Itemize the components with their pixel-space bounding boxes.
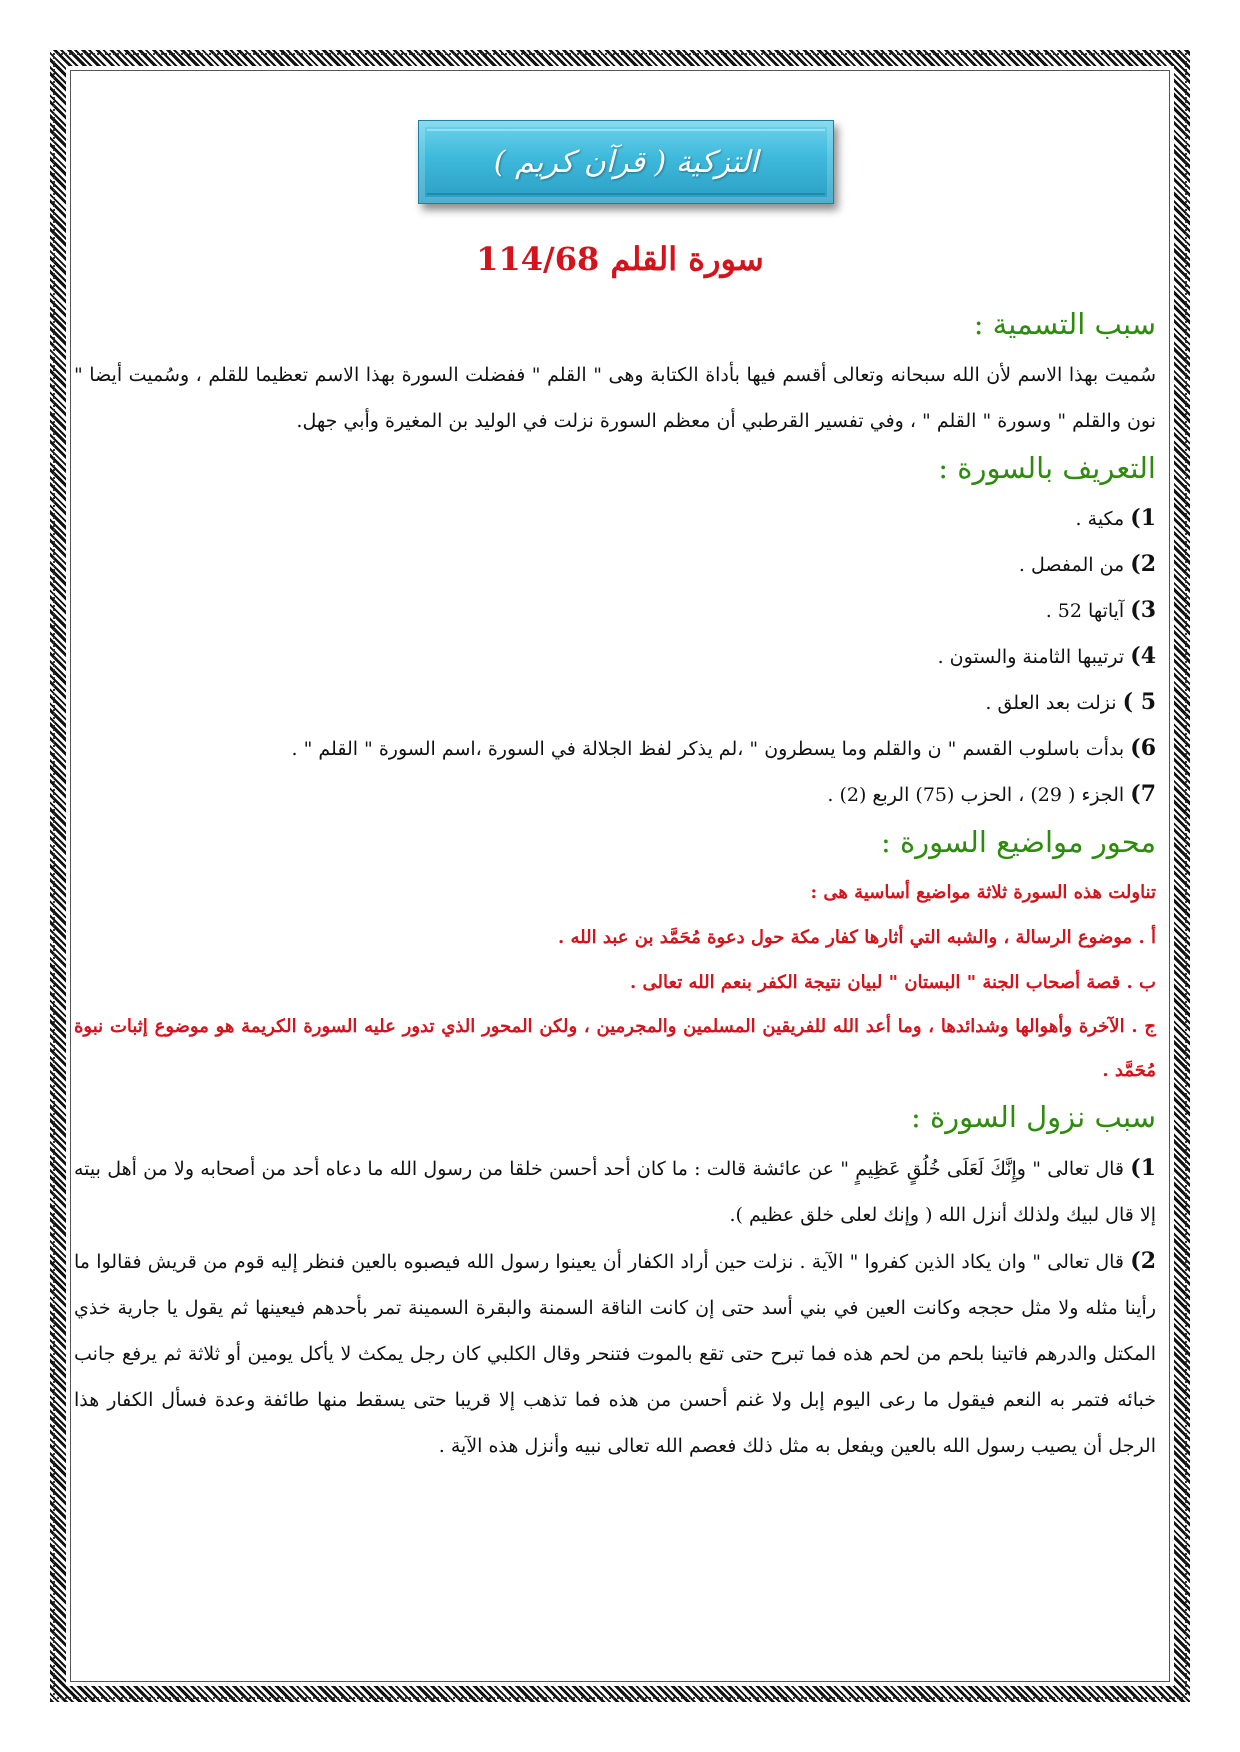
topics-heading: محور مواضيع السورة : xyxy=(881,825,1156,859)
item-number: 1) xyxy=(1130,1155,1157,1181)
item-text: قال تعالى " وان يكاد الذين كفروا " الآية . نزلت حين أراد الكفار أن يعينوا رسول الله فيصبوه بالعين فنظر إليه قوم من قريش فقالوا ما رأينا مثله ولا مثل حججه وكانت العين في بني أسد حتى إن كانت الناقة السمنة والبقرة السمينة تمر بأحدهم فيعينها ثم يقول يا جارية خذي المكتل والدرهم فاتينا بلحم من لحم هذه فما تبرح حتى تقع بالموت فتنحر وقال الكلبي كان رجل يمكث لا يأكل يومين أو ثلاثة ثم يرفع جانب خبائه فتمر به النعم فيقول ما رعى اليوم إبل ولا غنم أحسن من هذه فما تذهب إلا قريبا حتى يسقط منها طائفة وعدة فسأل الكفار هذا الرجل أن يصيب رسول الله بالعين ويفعل به مثل ذلك فعصم الله تعالى نبيه وأنزل هذه الآية . xyxy=(74,1251,1156,1457)
topics-intro: تناولت هذه السورة ثلاثة مواضيع أساسية هى : xyxy=(810,882,1156,903)
item-text: الجزء ( 29) ، الحزب (75) الربع (2) . xyxy=(827,784,1125,806)
item-number: 7) xyxy=(1130,781,1156,807)
naming-paragraph: سُميت بهذا الاسم لأن الله سبحانه وتعالى أقسم فيها بأداة الكتابة وهى " القلم " ففضلت السورة بهذا الاسم تعظيما للقلم ، وسُميت أيضا " نون والقلم " وسورة " القلم " ، وفي تفسير القرطبي أن معظم السورة نزلت في الوليد بن المغيرة وأبي جهل. xyxy=(74,364,1156,432)
revelation-item xyxy=(74,1145,1156,1238)
definition-item xyxy=(74,588,1156,634)
topic-item: ب . قصة أصحاب الجنة " البستان " لبيان نتيجة الكفر بنعم الله تعالى . xyxy=(630,972,1156,993)
surah-title: سورة القلم 114/68 xyxy=(476,240,764,278)
topic-item: أ . موضوع الرسالة ، والشبه التي أثارها كفار مكة حول دعوة مُحَمَّد بن عبد الله . xyxy=(557,927,1156,948)
item-text: آياتها 52 . xyxy=(1045,600,1125,622)
document-body xyxy=(74,240,1166,1469)
revelation-item xyxy=(74,1238,1156,1469)
definition-heading: التعريف بالسورة : xyxy=(938,451,1156,485)
item-number: 3) xyxy=(1130,597,1156,623)
item-number: 5 ) xyxy=(1122,689,1156,715)
item-text: قال تعالى " وإِنَّكَ لَعَلَى خُلُقٍ عَظِيمٍ " عن عائشة قالت : ما كان أحد أحسن خلقا من رسول الله ما دعاه أحد من أصحابه ولا من أهل بيته إلا قال لبيك ولذلك أنزل الله ( وإنك لعلى خلق عظيم ). xyxy=(74,1158,1156,1226)
item-number: 6) xyxy=(1130,735,1156,761)
item-number: 2) xyxy=(1130,1248,1156,1274)
banner-title: التزكية ( قرآن كريم ) xyxy=(493,144,759,180)
topic-item: ج . الآخرة وأهوالها وشدائدها ، وما أعد الله للفريقين المسلمين والمجرمين ، ولكن المحور الذي تدور عليه السورة الكريمة هو موضوع إثبات نبوة مُحَمَّد . xyxy=(74,1016,1156,1081)
item-number: 2) xyxy=(1130,551,1156,577)
definition-item xyxy=(74,726,1156,772)
item-number: 1) xyxy=(1130,505,1156,531)
item-text: مكية . xyxy=(1075,508,1125,530)
item-text: من المفصل . xyxy=(1018,554,1125,576)
definition-item xyxy=(74,634,1156,680)
item-text: ترتيبها الثامنة والستون . xyxy=(937,646,1125,668)
item-text: بدأت باسلوب القسم " ن والقلم وما يسطرون " ،لم يذكر لفظ الجلالة في السورة ،اسم السورة " القلم " . xyxy=(291,738,1125,760)
item-text: نزلت بعد العلق . xyxy=(985,692,1117,714)
definition-item xyxy=(74,680,1156,726)
definition-item xyxy=(74,496,1156,542)
definition-item xyxy=(74,772,1156,818)
revelation-heading: سبب نزول السورة : xyxy=(910,1100,1156,1134)
naming-heading: سبب التسمية : xyxy=(973,307,1156,341)
lesson-banner xyxy=(418,120,834,204)
item-number: 4) xyxy=(1130,643,1156,669)
definition-item xyxy=(74,542,1156,588)
definition-list xyxy=(74,496,1166,818)
